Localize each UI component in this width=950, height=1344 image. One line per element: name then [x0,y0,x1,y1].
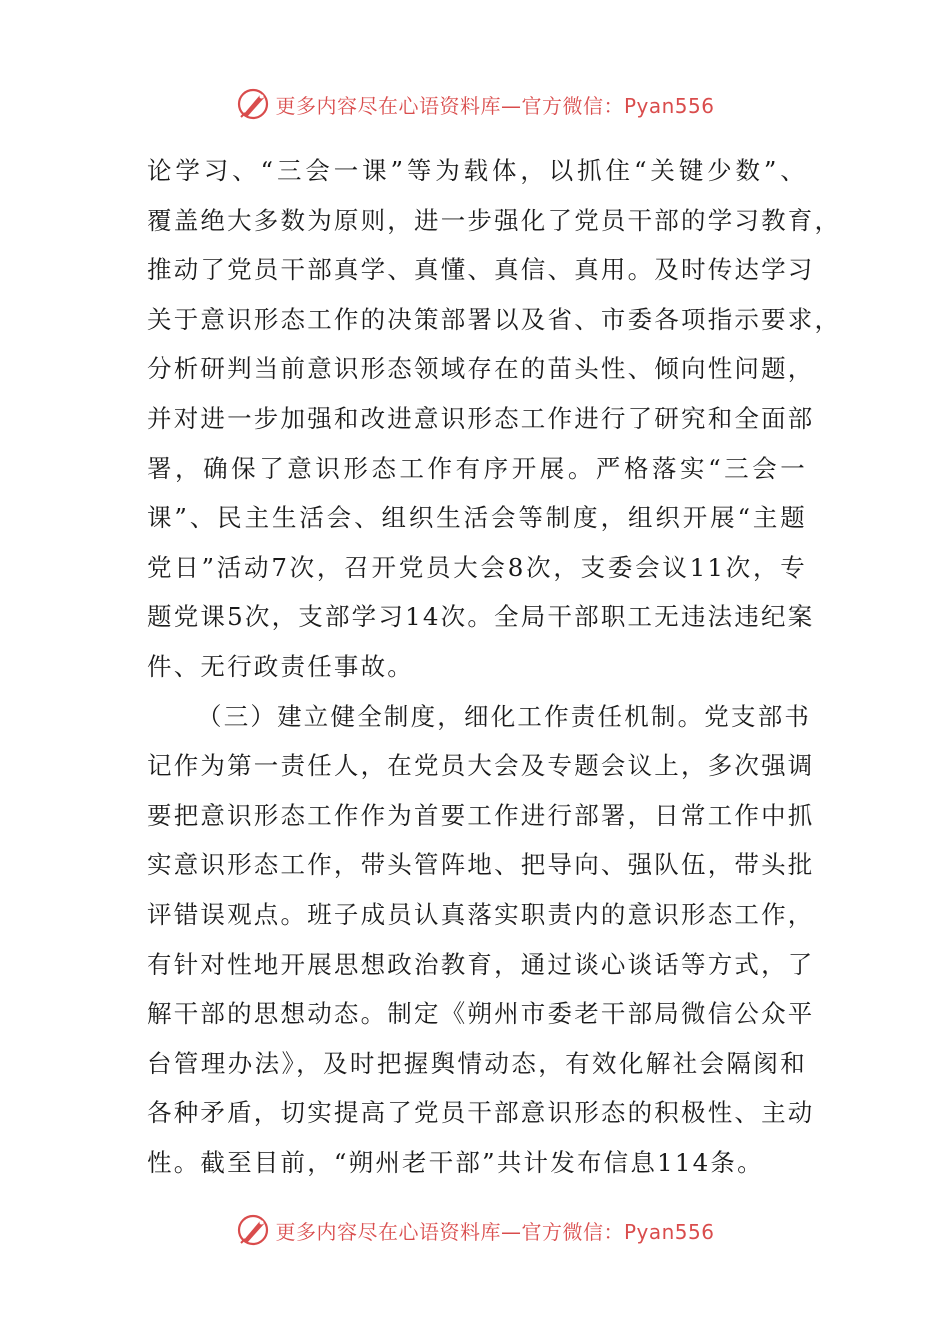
text-line: 记作为第一责任人，在党员大会及专题会议上，多次强调 [147,751,815,781]
text-line: 解干部的思想动态。制定《朔州市委老干部局微信公众平 [147,999,815,1029]
text-line: 各种矛盾，切实提高了党员干部意识形态的积极性、主动 [147,1098,815,1128]
text-line: 题党课5次，支部学习14次。全局干部职工无违法违纪案 [147,602,815,632]
document-body [147,146,842,1187]
watermark-text: 更多内容尽在心语资料库—官方微信：Pyan556 [275,1219,715,1244]
text-line: 性。截至目前，“朔州老干部”共计发布信息114条。 [147,1147,764,1177]
section-heading-line: （三）建立健全制度，细化工作责任机制。党支部书 [197,701,812,731]
text-line: 台管理办法》，及时把握舆情动态，有效化解社会隔阂和 [147,1048,807,1078]
text-line: 党日”活动7次，召开党员大会8次，支委会议11次，专 [147,552,807,582]
text-line: 分析研判当前意识形态领域存在的苗头性、倾向性问题， [147,354,815,384]
text-line: 件、无行政责任事故。 [147,651,414,681]
text-line: 有针对性地开展思想政治教育，通过谈心谈话等方式，了 [147,949,815,979]
watermark-text: 更多内容尽在心语资料库—官方微信：Pyan556 [275,93,715,118]
text-line: 并对进一步加强和改进意识形态工作进行了研究和全面部 [147,403,815,433]
text-line: 评错误观点。班子成员认真落实职责内的意识形态工作， [147,899,815,929]
footer-watermark [0,1210,950,1250]
text-line: 实意识形态工作，带头管阵地、把导向、强队伍，带头批 [147,850,815,880]
text-line: 要把意识形态工作作为首要工作进行部署，日常工作中抓 [147,800,815,830]
text-line: 课”、民主生活会、组织生活会等制度，组织开展“主题 [147,503,807,533]
header-watermark [0,84,950,124]
text-line: 覆盖绝大多数为原则，进一步强化了党员干部的学习教育， [147,205,842,235]
pen-logo-icon [235,86,271,122]
text-line: 关于意识形态工作的决策部署以及省、市委各项指示要求， [147,304,842,334]
text-line: 推动了党员干部真学、真懂、真信、真用。及时传达学习 [147,255,815,285]
pen-logo-icon [235,1212,271,1248]
text-line: 论学习、“三会一课”等为载体，以抓住“关键少数”、 [147,156,807,185]
text-line: 署，确保了意识形态工作有序开展。严格落实“三会一 [147,453,807,483]
